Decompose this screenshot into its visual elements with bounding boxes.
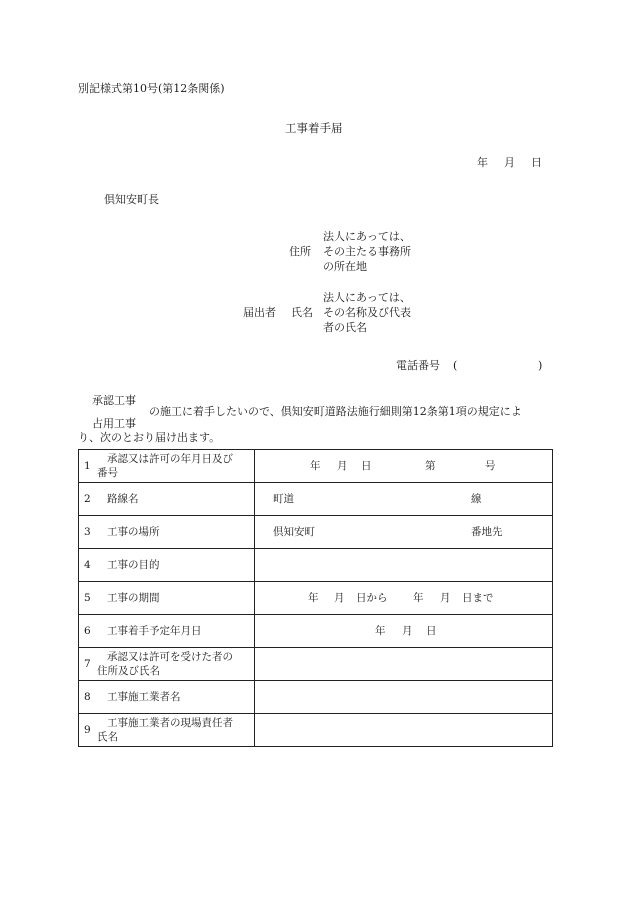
row-label-line: 番号 (97, 466, 118, 479)
name-note-line: 者の氏名 (323, 320, 367, 334)
row-label-cell (79, 582, 255, 615)
row-number: 1 (84, 459, 91, 472)
row-label-cell (79, 714, 255, 747)
row-label-line: 氏名 (97, 730, 118, 743)
field-month: 月 (334, 591, 345, 604)
row-label-line: 工事施工業者の現場責任者 (107, 717, 233, 729)
table-row (79, 516, 553, 549)
form-table (78, 449, 553, 747)
row-label: 工事の場所 (107, 525, 160, 538)
address-note-line: その主たる事務所 (323, 244, 411, 258)
row-label-cell (79, 648, 255, 681)
table-row (79, 681, 553, 714)
document-title: 工事着手届 (285, 121, 343, 135)
address-note-line: 法人にあっては、 (323, 230, 411, 243)
row-label-line: 住所及び氏名 (97, 664, 160, 677)
row-number: 9 (84, 723, 91, 736)
field-prefix: 倶知安町 (273, 525, 315, 538)
field-dai: 第 (425, 459, 436, 472)
field-day-from: 日から (356, 591, 388, 604)
site-manager-field[interactable] (255, 714, 553, 747)
field-suffix: 番地先 (471, 525, 503, 538)
row-label (97, 453, 249, 480)
date-year: 年 (477, 156, 488, 169)
permit-holder-field[interactable] (255, 648, 553, 681)
field-year: 年 (308, 591, 319, 604)
row-label-line: 承認又は許可の年月日及び (107, 453, 233, 465)
table-row (79, 615, 553, 648)
row-number: 7 (84, 657, 91, 670)
row-label-cell (79, 681, 255, 714)
form-reference: 別記様式第10号(第12条関係) (78, 82, 225, 95)
row-label-cell (79, 450, 255, 483)
field-suffix: 線 (471, 492, 482, 505)
row-label: 工事着手予定年月日 (107, 624, 202, 637)
row-number: 4 (84, 558, 91, 571)
row-label: 工事の目的 (107, 558, 160, 571)
work-location-field[interactable] (255, 516, 553, 549)
row-number: 5 (84, 591, 91, 604)
row-label-cell (79, 615, 255, 648)
row-label: 路線名 (107, 492, 139, 505)
address-note (323, 230, 433, 275)
field-year: 年 (310, 459, 321, 472)
name-note-line: 法人にあっては、 (323, 291, 411, 304)
row-number: 3 (84, 525, 91, 538)
field-month: 月 (440, 591, 451, 604)
row-label-cell (79, 549, 255, 582)
body-text-line-2: り、次のとおり届け出ます。 (78, 431, 221, 444)
work-type-approval: 承認工事 (92, 394, 136, 407)
row-number: 6 (84, 624, 91, 637)
date-day: 日 (531, 156, 542, 169)
row-label-cell (79, 516, 255, 549)
field-day: 日 (361, 459, 372, 472)
work-purpose-field[interactable] (255, 549, 553, 582)
planned-start-date-field[interactable] (255, 615, 553, 648)
phone-paren-close: ) (538, 359, 543, 372)
table-row (79, 582, 553, 615)
name-note (323, 291, 411, 336)
row-label (97, 717, 249, 744)
work-type-occupancy: 占用工事 (92, 417, 136, 430)
body-text-line-1: の施工に着手したいので、倶知安町道路法施行細則第12条第1項の規定によ (149, 405, 522, 418)
field-go: 号 (485, 459, 496, 472)
field-prefix: 町道 (273, 492, 294, 505)
table-row (79, 549, 553, 582)
phone-label: 電話番号 (396, 359, 440, 372)
table-row (79, 450, 553, 483)
name-note-line: その名称及び代表 (323, 305, 411, 319)
address-label: 住所 (289, 245, 311, 258)
table-row (79, 483, 553, 516)
route-name-field[interactable] (255, 483, 553, 516)
addressee: 倶知安町長 (104, 193, 159, 206)
field-month: 月 (402, 624, 413, 637)
field-year: 年 (413, 591, 424, 604)
table-row (79, 714, 553, 747)
row-label: 工事の期間 (107, 591, 160, 604)
field-year: 年 (375, 624, 386, 637)
submission-date (477, 156, 542, 171)
field-month: 月 (337, 459, 348, 472)
row-number: 8 (84, 690, 91, 703)
applicant-role-label: 届出者 (243, 306, 276, 319)
approval-date-number-field[interactable] (255, 450, 553, 483)
field-day-to: 日まで (462, 591, 494, 604)
address-note-line: の所在地 (323, 259, 367, 273)
work-period-field[interactable] (255, 582, 553, 615)
row-number: 2 (84, 492, 91, 505)
phone-paren-open: ( (453, 359, 458, 372)
contractor-name-field[interactable] (255, 681, 553, 714)
field-day: 日 (426, 624, 437, 637)
name-label: 氏名 (291, 306, 313, 319)
table-row (79, 648, 553, 681)
row-label-line: 承認又は許可を受けた者の (107, 651, 233, 663)
row-label: 工事施工業者名 (107, 690, 181, 703)
row-label (97, 651, 249, 678)
row-label-cell (79, 483, 255, 516)
date-month: 月 (504, 156, 515, 169)
